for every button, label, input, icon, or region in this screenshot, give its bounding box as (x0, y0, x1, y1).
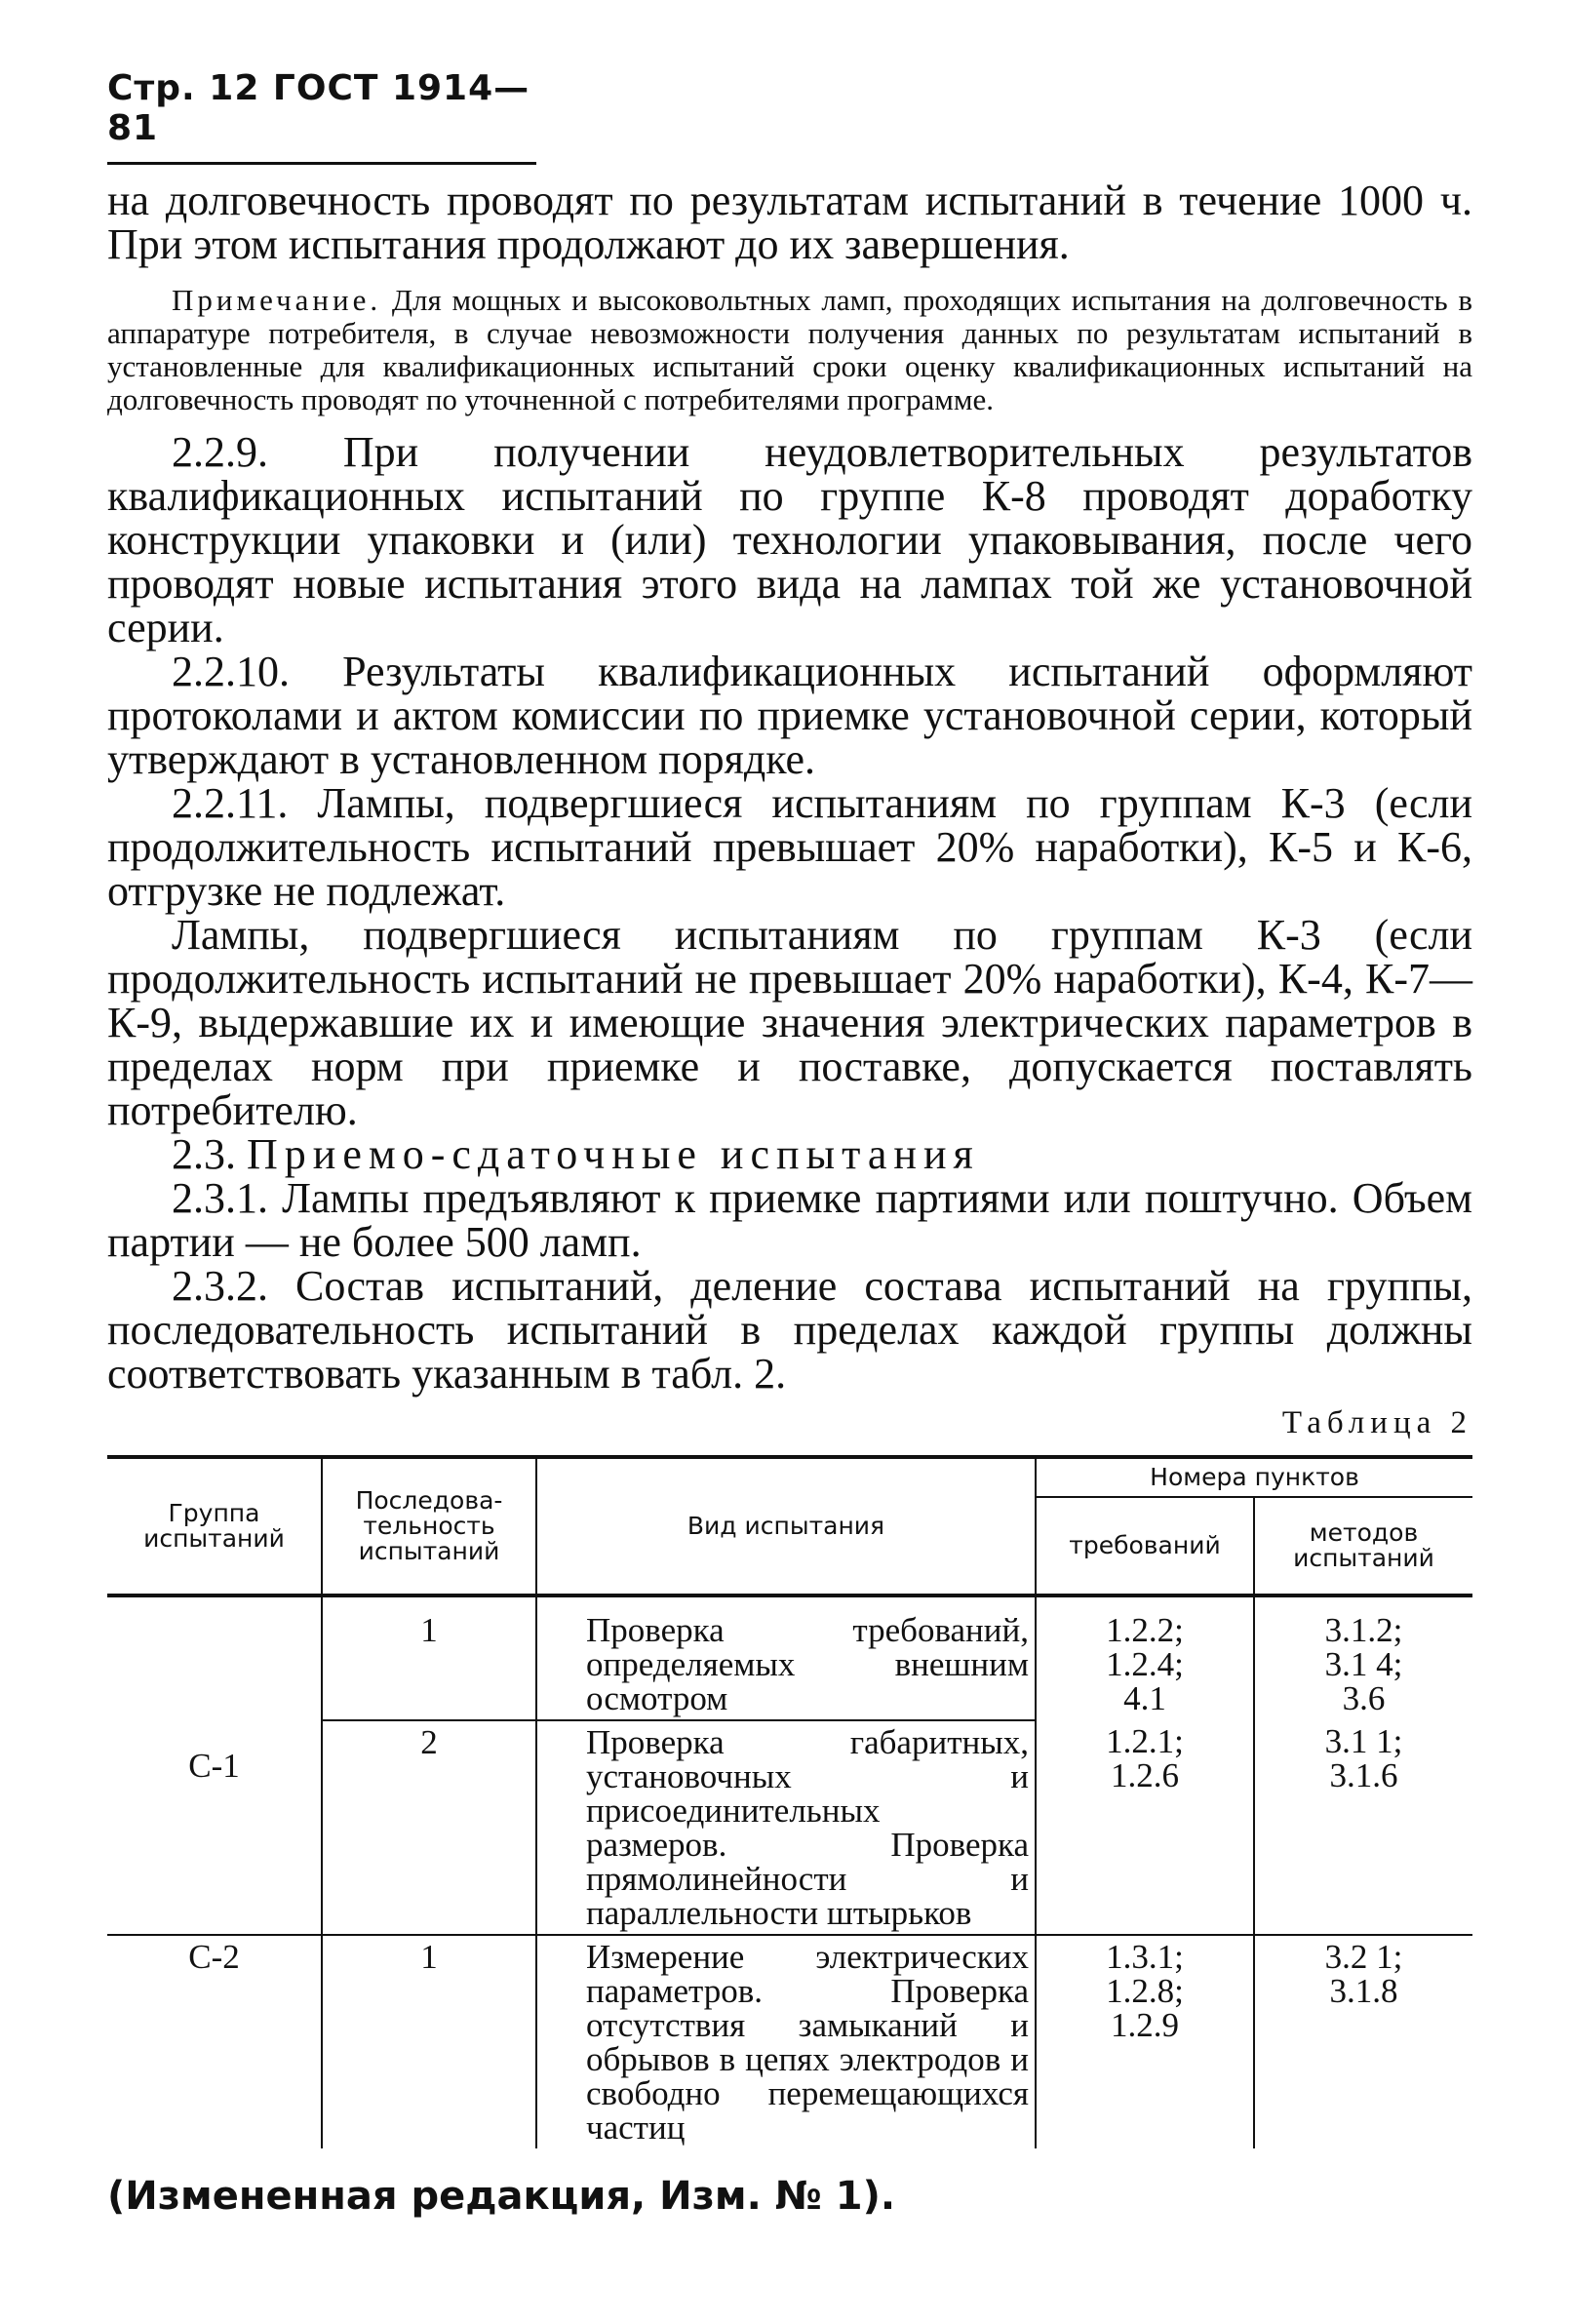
requirement-ref: 1.2.9 (1111, 2006, 1179, 2044)
method-ref: 3.6 (1342, 1679, 1386, 1717)
section-2-3-heading: Приемо-сдаточные испытания (247, 1130, 980, 1178)
cell-requirements (1036, 1595, 1254, 1720)
method-ref: 3.1.8 (1329, 1972, 1398, 2010)
tests-table (107, 1455, 1472, 2148)
cell-test-type: Проверка требований, определяемых внешним осмотром (536, 1595, 1036, 1720)
header-sequence: Последова-тельность испытаний (322, 1457, 536, 1595)
header-methods: методов испытаний (1254, 1497, 1472, 1595)
note-label: Примечание. (172, 283, 382, 317)
section-2-3-title (107, 1132, 1472, 1176)
cell-sequence: 1 (322, 1935, 536, 2148)
note (107, 284, 1472, 416)
cell-group: С-1 (188, 1747, 240, 1785)
paragraph-2-3-2: 2.3.2. Состав испытаний, деление состава испытаний на группы, последовательность испытаний в пределах каждой группы должны соответствовать указанным в табл. 2. (107, 1262, 1472, 1398)
method-ref: 3.1 4; (1324, 1645, 1403, 1683)
cell-requirements (1036, 1935, 1254, 2148)
cell-methods (1254, 1720, 1472, 1935)
cell-test-type: Проверка габаритных, установочных и присоединительных размеров. Проверка прямолинейности и параллельности штырьков (536, 1720, 1036, 1935)
header-group: Группа испытаний (107, 1457, 322, 1595)
requirement-ref: 1.2.1; (1106, 1722, 1184, 1760)
amendment-note: (Измененная редакция, Изм. № 1). (107, 2174, 896, 2219)
requirement-ref: 1.2.4; (1106, 1645, 1184, 1683)
paragraph-durability: на долговечность проводят по результатам испытаний в течение 1000 ч. При этом испытания продолжают до их завершения. (107, 177, 1472, 268)
method-ref: 3.1.2; (1324, 1611, 1403, 1649)
table-row (107, 1595, 1472, 1720)
paragraph-2-3-1: 2.3.1. Лампы предъявляют к приемке партиями или поштучно. Объем партии — не более 500 ламп. (107, 1174, 1472, 1266)
paragraph-2-2-10: 2.2.10. Результаты квалификационных испытаний оформляют протоколами и актом комиссии по приемке установочной серии, который утверждают в установленном порядке. (107, 648, 1472, 783)
requirement-ref: 1.2.2; (1106, 1611, 1184, 1649)
paragraph-2-2-11: 2.2.11. Лампы, подвергшиеся испытаниям по группам К-3 (если продолжительность испытаний превышает 20% наработки), К-5 и К-6, отгрузке не подлежат. (107, 779, 1472, 915)
header-test-type: Вид испытания (536, 1457, 1036, 1595)
method-ref: 3.2 1; (1324, 1938, 1403, 1976)
document-page (107, 68, 1472, 2219)
method-ref: 3.1 1; (1324, 1722, 1403, 1760)
requirement-ref: 1.2.6 (1111, 1756, 1179, 1794)
paragraph-lamps-k3: Лампы, подвергшиеся испытаниям по группам К-3 (если продолжительность испытаний не превышает 20% наработки), К-4, К-7—К-9, выдержавшие их и имеющие значения электрических параметров в пределах норм при приемке и поставке, допускается поставлять потребителю. (107, 911, 1472, 1134)
table-row (107, 1935, 1472, 2148)
requirement-ref: 1.2.8; (1106, 1972, 1184, 2010)
cell-sequence: 1 (322, 1595, 536, 1720)
section-2-3-number: 2.3. (172, 1130, 247, 1178)
cell-group: С-2 (107, 1935, 322, 2148)
requirement-ref: 1.3.1; (1106, 1938, 1184, 1976)
requirement-ref: 4.1 (1123, 1679, 1166, 1717)
page-header: Стр. 12 ГОСТ 1914—81 (107, 68, 536, 165)
header-clause-numbers: Номера пунктов (1036, 1457, 1472, 1497)
cell-requirements (1036, 1720, 1254, 1935)
cell-methods (1254, 1935, 1472, 2148)
cell-test-type: Измерение электрических параметров. Проверка отсутствия замыканий и обрывов в цепях электродов и свободно перемещающихся частиц (536, 1935, 1036, 2148)
paragraph-2-2-9: 2.2.9. При получении неудовлетворительных результатов квалификационных испытаний по группе К-8 проводят доработку конструкции упаковки и (или) технологии упаковывания, после чего проводят новые испытания этого вида на лампах той же установочной серии. (107, 428, 1472, 651)
method-ref: 3.1.6 (1329, 1756, 1398, 1794)
note-text: Для мощных и высоковольтных ламп, проходящих испытания на долговечность в аппаратуре потребителя, в случае невозможности получения данных по результатам испытаний в установленные для квалификационных испытаний сроки оценку квалификационных испытаний на долговечность проводят по уточненной с потребителями программе. (107, 283, 1472, 416)
cell-sequence: 2 (322, 1720, 536, 1935)
cell-methods (1254, 1595, 1472, 1720)
table-caption: Таблица 2 (1281, 1405, 1472, 1440)
header-requirements: требований (1036, 1497, 1254, 1595)
